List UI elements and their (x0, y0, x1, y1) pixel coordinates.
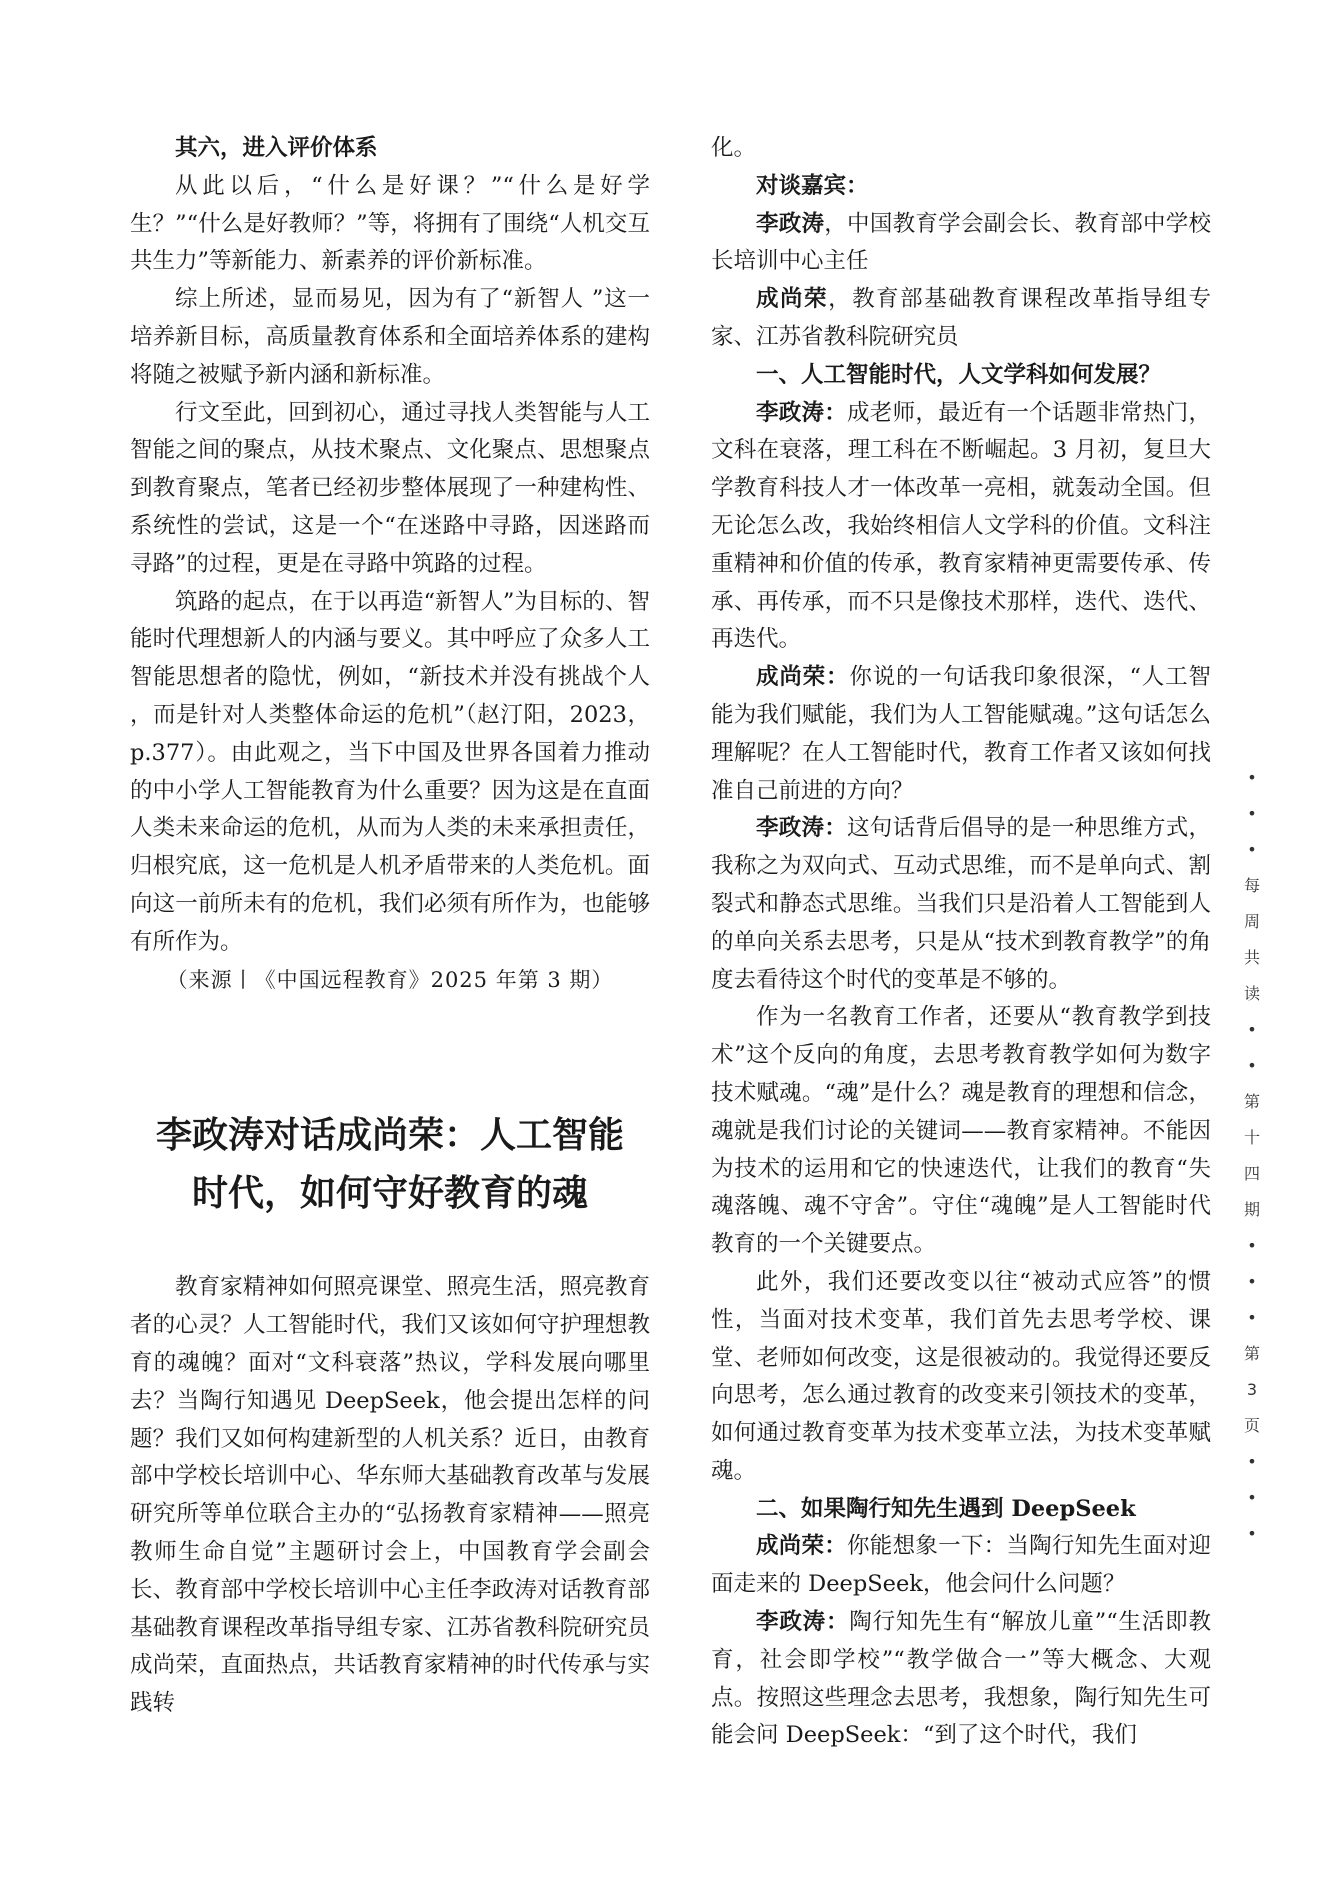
sidebar-char: 期 (1243, 1200, 1260, 1219)
guest-1-desc: ，中国教育学会副会长、教育部中学校长培训中心主任 (711, 210, 1211, 275)
guests-heading: 对谈嘉宾： (756, 172, 869, 199)
dialogue-text: 成老师，最近有一个话题非常热门，文科在衰落，理工科在不断崛起。3 月初，复旦大学教育科技人才一体改革一亮相，就轰动全国。但无论怎么改，我始终相信人文学科的价值。文科注重精神和价值的传承，教育家精神更需要传承、传承、再传承，而不只是像技术那样，迭代、迭代、再迭代。 (711, 399, 1211, 653)
paragraph: 综上所述，显而易见，因为有了“新智人 ”这一培养新目标，高质量教育体系和全面培养体系的建构将随之被赋予新内涵和新标准。 (130, 286, 650, 388)
sidebar-char: • (1247, 768, 1257, 787)
dialogue-paragraph (711, 810, 1211, 999)
article-title (130, 1107, 650, 1223)
section-heading: 其六，进入评价体系 (175, 135, 378, 161)
article-title-line-1: 李政涛对话成尚荣：人工智能 (155, 1115, 624, 1157)
sidebar-char: • (1247, 804, 1257, 823)
guest-2-desc: ，教育部基础教育课程改革指导组专家、江苏省教科院研究员 (711, 286, 1211, 350)
right-column (711, 130, 1211, 1755)
intro-continuation: 化。 (711, 135, 757, 161)
guest-2 (711, 281, 1211, 357)
sidebar-char: 读 (1243, 984, 1260, 1003)
sidebar-char: • (1247, 1452, 1257, 1471)
article-title-line-2: 时代，如何守好教育的魂 (191, 1173, 588, 1215)
sidebar-char: • (1247, 1272, 1257, 1291)
sidebar-char: • (1247, 1308, 1257, 1327)
sidebar-char: • (1247, 1020, 1257, 1039)
paragraph: 行文至此，回到初心，通过寻找人类智能与人工智能之间的聚点，从技术聚点、文化聚点、思想聚点到教育聚点，笔者已经初步整体展现了一种建构性、系统性的尝试，这是一个“在迷路中寻路，因迷路而寻路”的过程，更是在寻路中筑路的过程。 (130, 399, 650, 577)
dialogue-text: 你能想象一下：当陶行知先生面对迎面走来的 DeepSeek，他会问什么问题？ (711, 1533, 1211, 1598)
vertical-sidebar-label (1240, 760, 1264, 1552)
sidebar-char: • (1247, 840, 1257, 859)
dialogue-paragraph (711, 395, 1211, 660)
sidebar-char: • (1247, 1488, 1257, 1507)
sidebar-char: 每 (1243, 876, 1260, 895)
paragraph: 从此以后，“什么是好课？”“什么是好学生？”“什么是好教师？”等，将拥有了围绕“人机交互共生力”等新能力、新素养的评价新标准。 (130, 172, 650, 275)
dialogue-text: 这句话背后倡导的是一种思维方式，我称之为双向式、互动式思维，而不是单向式、割裂式和静态式思维。当我们只是沿着人工智能到人的单向关系去思考，只是从“技术到教育教学”的角度去看待这个时代的变革是不够的。 (711, 815, 1211, 993)
speaker-label: 成尚荣： (756, 664, 850, 691)
article-intro: 教育家精神如何照亮课堂、照亮生活，照亮教育者的心灵？人工智能时代，我们又该如何守护理想教育的魂魄？面对“文科衰落”热议，学科发展向哪里去？当陶行知遇见 DeepSeek，他会提出怎样的问题？我们又如何构建新型的人机关系？近日，由教育部中学校长培训中心、华东师大基础教育改革与发展研究所等单位联合主办的“弘扬教育家精神——照亮教师生命自觉”主题研讨会上，中国教育学会副会长、教育部中学校长培训中心主任李政涛对话教育部基础教育课程改革指导组专家、江苏省教科院研究员成尚荣，直面热点，共话教育家精神的时代传承与实践转 (130, 1274, 650, 1717)
paragraph: 此外，我们还要改变以往“被动式应答”的惯性，当面对技术变革，我们首先去思考学校、课堂、老师如何改变，这是很被动的。我觉得还要反向思考，怎么通过教育的改变来引领技术的变革，如何通过教育变革为技术变革立法，为技术变革赋魂。 (711, 1268, 1211, 1484)
dialogue-paragraph (711, 1528, 1211, 1604)
guest-1-name: 李政涛 (756, 210, 825, 237)
dialogue-text: 陶行知先生有“解放儿童”“生活即教育，社会即学校”“教学做合一”等大概念、大观点。按照这些理念去思考，我想象，陶行知先生可能会问 DeepSeek：“到了这个时代，我们 (711, 1609, 1211, 1749)
paragraph: 筑路的起点，在于以再造“新智人”为目标的、智能时代理想新人的内涵与要义。其中呼应了众多人工智能思想者的隐忧，例如，“新技术并没有挑战个人 ，而是针对人类整体命运的危机”（赵汀阳，2023，p.377）。由此观之，当下中国及世界各国着力推动的中小学人工智能教育为什么重要？因为这是在直面人类未来命运的危机，从而为人类的未来承担责任，归根究底，这一危机是人机矛盾带来的人类危机。面向这一前所未有的危机，我们必须有所作为，也能够有所作为。 (130, 588, 650, 955)
sidebar-char: 3 (1246, 1380, 1258, 1399)
speaker-label: 李政涛： (756, 815, 848, 842)
guest-1 (711, 206, 1211, 282)
section-2-heading: 二、如果陶行知先生遇到 DeepSeek (756, 1495, 1136, 1522)
sidebar-char: • (1247, 1524, 1257, 1543)
spacer (130, 1223, 650, 1269)
sidebar-char: 第 (1243, 1092, 1260, 1111)
sidebar-char: • (1247, 1056, 1257, 1075)
sidebar-char: 十 (1243, 1128, 1260, 1147)
section-1-heading: 一、人工智能时代，人文学科如何发展？ (756, 361, 1162, 388)
sidebar-char: • (1247, 1236, 1257, 1255)
spacer (130, 999, 650, 1107)
sidebar-char: 第 (1243, 1344, 1260, 1363)
left-column (130, 130, 650, 1723)
sidebar-char: 周 (1243, 912, 1260, 931)
dialogue-paragraph (711, 659, 1211, 810)
speaker-label: 李政涛： (756, 1609, 850, 1636)
paragraph: 作为一名教育工作者，还要从“教育教学到技术”这个反向的角度，去思考教育教学如何为数字技术赋魂。“魂”是什么？魂是教育的理想和信念，魂就是我们讨论的关键词——教育家精神。不能因为技术的运用和它的快速迭代，让我们的教育“失魂落魄、魂不守舍”。守住“魂魄”是人工智能时代教育的一个关键要点。 (711, 1004, 1211, 1258)
speaker-label: 李政涛： (756, 399, 848, 426)
guest-2-name: 成尚荣 (756, 286, 829, 313)
sidebar-char: 四 (1243, 1164, 1260, 1183)
dialogue-text: 你说的一句话我印象很深，“人工智能为我们赋能，我们为人工智能赋魂。”这句话怎么理解呢？在人工智能时代，教育工作者又该如何找准自己前进的方向？ (711, 664, 1211, 804)
sidebar-char: 共 (1243, 948, 1260, 967)
speaker-label: 成尚荣： (756, 1533, 848, 1560)
source-citation: （来源丨《中国远程教育》2025 年第 3 期） (166, 967, 614, 992)
sidebar-char: 页 (1243, 1416, 1260, 1435)
dialogue-paragraph (711, 1604, 1211, 1755)
